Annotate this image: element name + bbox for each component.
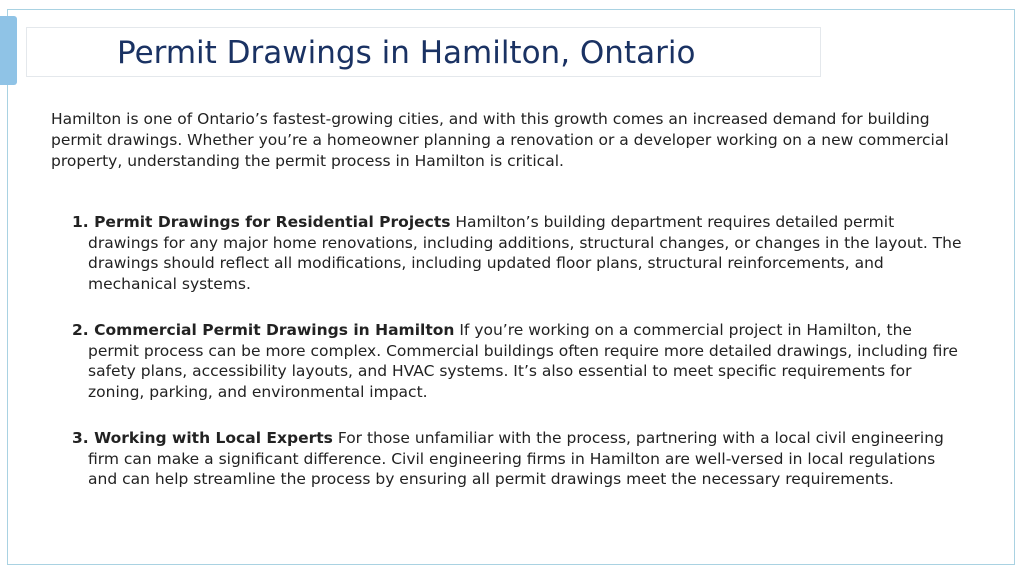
intro-paragraph: Hamilton is one of Ontario’s fastest-growing cities, and with this growth comes an increased demand for building permit drawings. Whether you’re a homeowner planning a renovation or a developer working on a new commercial property, understanding the permit process in Hamilton is critical. — [51, 110, 949, 170]
list-item-heading: 3. Working with Local Experts — [72, 429, 333, 447]
numbered-list — [72, 212, 962, 516]
list-item-body: Hamilton’s building department requires detailed permit drawings for any major home renovations, including additions, structural changes, or changes in the layout. The drawings should reflect all modifications, including updated floor plans, structural reinforcements, and mechanical systems. — [88, 213, 962, 293]
page-title: Permit Drawings in Hamilton, Ontario — [117, 35, 696, 71]
list-item-body: For those unfamiliar with the process, partnering with a local civil engineering firm can make a significant difference. Civil engineering firms in Hamilton are well-versed in local regulations and can help streamline the process by ensuring all permit drawings meet the necessary requirements. — [88, 429, 944, 488]
list-item-heading: 2. Commercial Permit Drawings in Hamilton — [72, 321, 455, 339]
list-item-commercial — [72, 320, 962, 402]
accent-bar — [0, 16, 17, 85]
list-item-residential — [72, 212, 962, 294]
list-item-body: If you’re working on a commercial project in Hamilton, the permit process can be more complex. Commercial buildings often require more detailed drawings, including fire safety plans, accessibility layouts, and HVAC systems. It’s also essential to meet specific requirements for zoning, parking, and environmental impact. — [88, 321, 958, 401]
list-item-local-experts — [72, 428, 962, 490]
list-item-heading: 1. Permit Drawings for Residential Projects — [72, 213, 451, 231]
